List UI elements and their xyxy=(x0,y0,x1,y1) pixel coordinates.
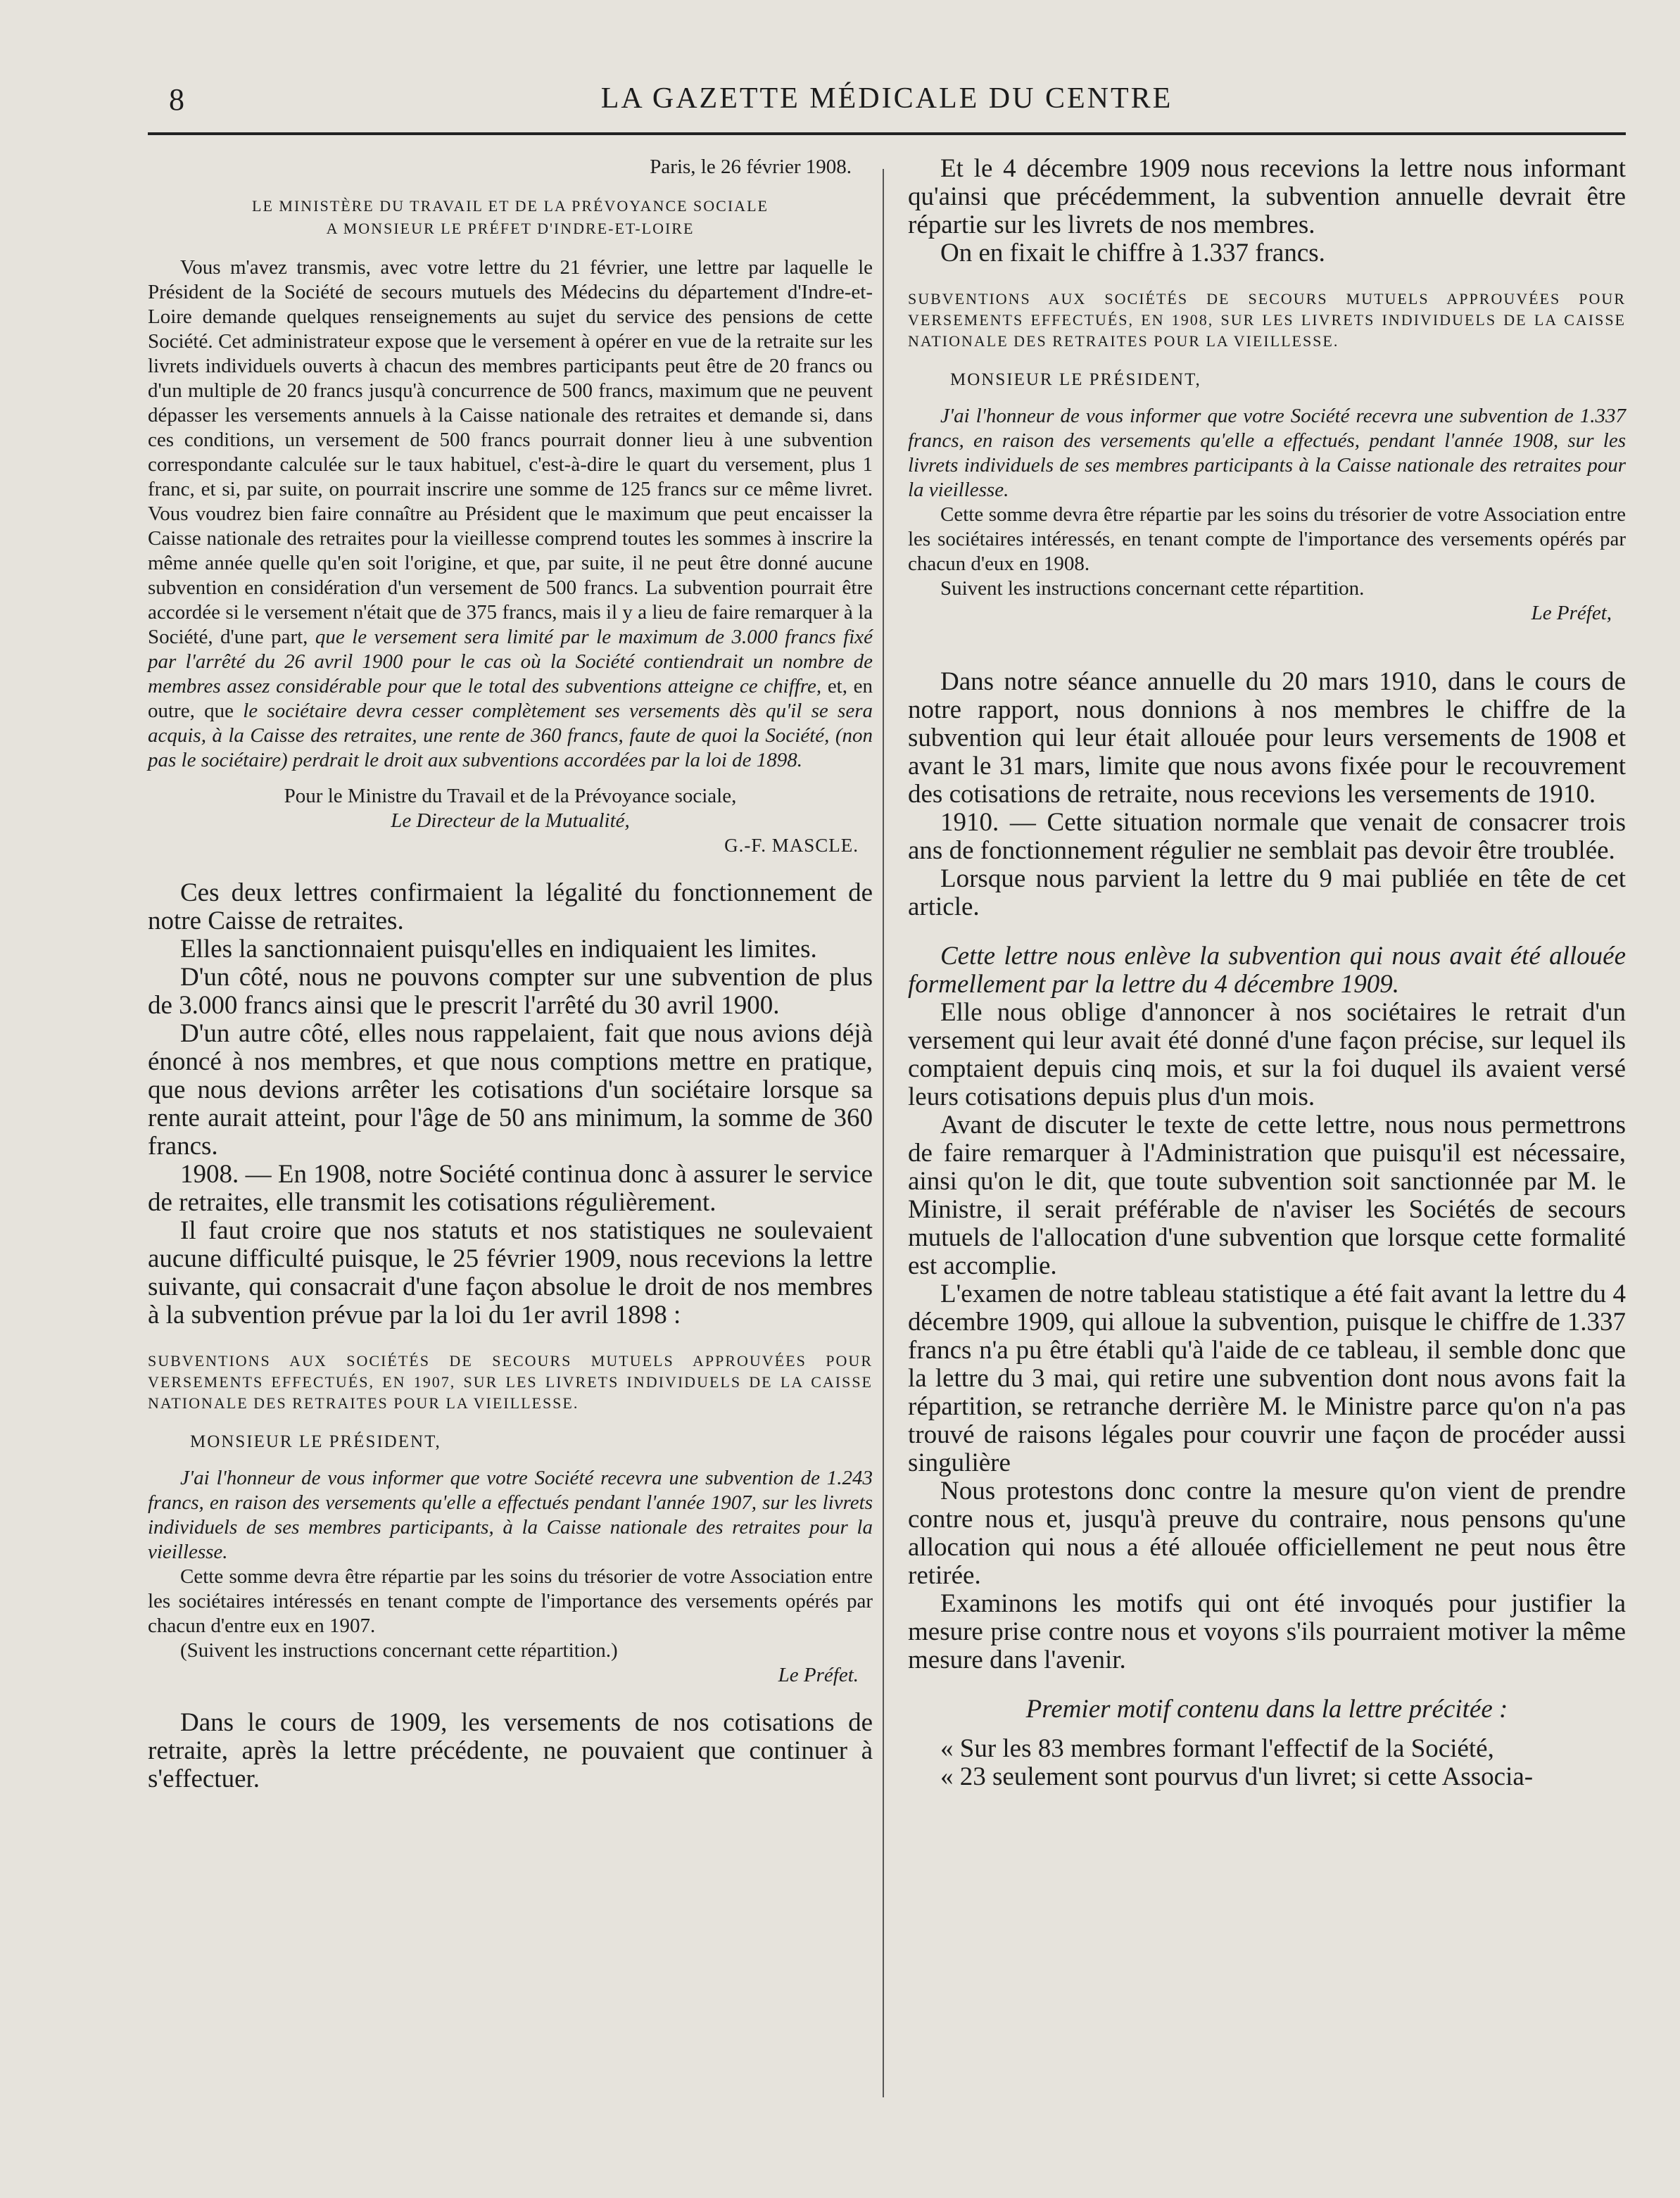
paragraph: Elles la sanctionnaient puisqu'elles en indiquaient les limites. xyxy=(180,935,817,964)
paragraph: L'examen de notre tableau statistique a été fait avant la lettre du 4 décembre 1909, qui alloue la subvention, puisque le chiffre de 1.337 francs n'a pu être établi qu'à l'aide de ce tableau, il semble donc que la lettre du 3 mai, qui retire une subvention dont nous avons fait la répartition, se retranche derrière M. le Ministre parce qu'on n'a pas trouvé de raisons légales pour couvrir une façon de procéder aussi singulière xyxy=(908,1280,1626,1477)
letter-note: (Suivent les instructions concernant cette répartition.) xyxy=(180,1639,618,1662)
page-number: 8 xyxy=(169,82,184,117)
paragraph: Et le 4 décembre 1909 nous recevions la lettre nous informant qu'ainsi que précédemment, la subvention annuelle devrait être répartie sur les livrets de nos membres. xyxy=(908,154,1626,239)
signature-name: G.-F. MASCLE. xyxy=(724,835,859,856)
narrative-left xyxy=(148,879,873,1329)
narrative-right-intro xyxy=(908,155,1626,267)
column-divider xyxy=(883,169,884,2097)
paragraph: Lorsque nous parvient la lettre du 9 mai publiée en tête de cet article. xyxy=(908,864,1626,921)
paragraph: Elle nous oblige d'annoncer à nos sociétaires le retrait d'un versement qui leur avait été donné d'une façon précise, sur lequel ils comptaient depuis cinq mois, et sur la foi duquel ils avaient versé leurs cotisations depuis plus d'un mois. xyxy=(908,998,1626,1111)
letter-body: Cette somme devra être répartie par les soins du trésorier de votre Association entre les sociétaires intéressés, en tenant compte de l'importance des versements opérés par chacun d'eux en 1908. xyxy=(908,503,1626,575)
paragraph: D'un autre côté, elles nous rappelaient, fait que nous avions déjà énoncé à nos membres, et que nous comptions mettre en pratique, que nous devions arrêter les cotisations d'un sociétaire lorsque sa rente aurait atteint, pour l'âge de 50 ans minimum, la somme de 360 francs. xyxy=(148,1019,873,1161)
letter-signature: Le Préfet. xyxy=(778,1664,859,1686)
letter-note: Suivent les instructions concernant cette répartition. xyxy=(940,577,1365,600)
letter-1908-subvention xyxy=(908,289,1626,626)
page-header xyxy=(148,76,1626,125)
quote-line: « 23 seulement sont pourvus d'un livret; si cette Associa- xyxy=(940,1762,1534,1791)
italic-paragraph: Cette lettre nous enlève la subvention qui nous avait été allouée formellement par la lettre du 4 décembre 1909. xyxy=(908,942,1626,999)
running-title: LA GAZETTE MÉDICALE DU CENTRE xyxy=(600,82,1173,115)
paragraph: On en fixait le chiffre à 1.337 francs. xyxy=(940,239,1325,267)
paragraph: Examinons les motifs qui ont été invoqués pour justifier la mesure prise contre nous et voyons s'ils pourraient motiver la même mesure dans l'avenir. xyxy=(908,1589,1626,1674)
paragraph: Dans notre séance annuelle du 20 mars 1910, dans le cours de notre rapport, nous donnions à nos membres le chiffre de la subvention qui leur était allouée pour leurs versements de 1908 et avant le 31 mars, limite que nous avons fixée pour le recouvrement des cotisations de retraite, nous recevions les versements de 1910. xyxy=(908,667,1626,809)
letter-signature: Le Préfet, xyxy=(1531,602,1612,624)
letter-addressee: MONSIEUR LE PRÉSIDENT, xyxy=(950,370,1201,389)
letter-body-italic: que le versement sera limité par le maximum de 3.000 francs fixé par l'arrêté du 26 avril 1900 pour le cas où la Société contiendrait un nombre de membres assez considérable pour que le total des subventions atteigne ce chiffre, xyxy=(148,626,873,697)
right-column xyxy=(908,155,1626,1791)
letter-body-italic-2: le sociétaire devra cesser complètement ses versements dès qu'il se sera acquis, à la Caisse des retraites, une rente de 360 francs, faute de quoi la Société, (non pas le sociétaire) perdrait le droit aux subventions accordées par la loi de 1898. xyxy=(148,700,873,771)
letter-1908 xyxy=(148,155,873,858)
narrative-right xyxy=(908,668,1626,1791)
section-heading: Premier motif contenu dans la lettre précitée : xyxy=(1025,1695,1508,1724)
letter-italic: J'ai l'honneur de vous informer que votre Société recevra une subvention de 1.337 francs, en raison des versements qu'elle a effectués, pendant l'année 1908, sur les livrets individuels de ses membres participants à la Caisse nationale des retraites pour la vieillesse. xyxy=(908,405,1626,501)
left-column xyxy=(148,155,873,1793)
paragraph: 1908. — En 1908, notre Société continua donc à assurer le service de retraites, elle transmit les cotisations régulièrement. xyxy=(148,1160,873,1217)
paragraph: Nous protestons donc contre la mesure qu'on vient de prendre contre nous et, jusqu'à preuve du contraire, nous pensons qu'une allocation qui nous a été allouée officiellement ne peut nous être retirée. xyxy=(908,1477,1626,1590)
paragraph: Ces deux lettres confirmaient la légalité du fonctionnement de notre Caisse de retraites. xyxy=(148,878,873,935)
letter-heading: SUBVENTIONS AUX SOCIÉTÉS DE SECOURS MUTUELS APPROUVÉES POUR VERSEMENTS EFFECTUÉS, EN 1907, SUR LES LIVRETS INDIVIDUELS DE LA CAISSE NATIONALE DES RETRAITES POUR LA VIEILLESSE. xyxy=(148,1352,873,1412)
letter-heading xyxy=(148,195,873,240)
header-rule xyxy=(148,132,1626,135)
paragraph: D'un côté, nous ne pouvons compter sur une subvention de plus de 3.000 francs ainsi que le prescrit l'arrêté du 30 avril 1900. xyxy=(148,963,873,1020)
letter-body xyxy=(148,255,873,773)
letter-heading-line-1: LE MINISTÈRE DU TRAVAIL ET DE LA PRÉVOYANCE SOCIALE xyxy=(252,197,769,215)
paragraph: Dans le cours de 1909, les versements de nos cotisations de retraite, après la lettre précédente, ne pouvaient que continuer à s'effectuer. xyxy=(148,1708,873,1793)
letter-body: Cette somme devra être répartie par les soins du trésorier de votre Association entre les sociétaires intéressés en tenant compte de l'importance des versements opérés par chacun d'entre eux en 1907. xyxy=(148,1565,873,1637)
letter-addressee: MONSIEUR LE PRÉSIDENT, xyxy=(190,1432,441,1451)
signature-line-2: Le Directeur de la Mutualité, xyxy=(391,809,630,832)
letter-heading-line-2: A MONSIEUR LE PRÉFET D'INDRE-ET-LOIRE xyxy=(326,220,695,237)
quote-line: « Sur les 83 membres formant l'effectif de la Société, xyxy=(940,1734,1494,1763)
signature-line-1: Pour le Ministre du Travail et de la Prévoyance sociale, xyxy=(284,785,737,807)
paragraph: Il faut croire que nos statuts et nos statistiques ne soulevaient aucune difficulté puisque, le 25 février 1909, nous recevions la lettre suivante, qui consacrait d'une façon absolue le droit de nos membres à la subvention prévue par la loi du 1er avril 1898 : xyxy=(148,1216,873,1329)
letter-italic: J'ai l'honneur de vous informer que votre Société recevra une subvention de 1.243 francs, en raison des versements qu'elle a effectués pendant l'année 1907, sur les livrets individuels de ses membres participants, à la Caisse nationale des retraites pour la vieillesse. xyxy=(148,1467,873,1563)
letter-heading: SUBVENTIONS AUX SOCIÉTÉS DE SECOURS MUTUELS APPROUVÉES POUR VERSEMENTS EFFECTUÉS, EN 1908, SUR LES LIVRETS INDIVIDUELS DE LA CAISSE NATIONALE DES RETRAITES POUR LA VIEILLESSE. xyxy=(908,290,1626,350)
letter-1907 xyxy=(148,1351,873,1688)
paragraph: Avant de discuter le texte de cette lettre, nous nous permettrons de faire remarquer à l'Administration que puisqu'il est nécessaire, ainsi qu'on le dit, que toute subvention soit sanctionnée par M. le Ministre, il serait préférable de n'aviser les Sociétés de secours mutuels de l'allocation d'une subvention que lorsque cette formalité est accomplie. xyxy=(908,1111,1626,1280)
letter-body-text: Vous m'avez transmis, avec votre lettre du 21 février, une lettre par laquelle le Président de la Société de secours mutuels des Médecins du département d'Indre-et-Loire demande quelques renseignements au sujet du service des pensions de cette Société. Cet administrateur expose que le versement à opérer en vue de la retraite sur les livrets individuels ouverts à chacun des membres participants peut être de 20 francs ou d'un multiple de 20 francs jusqu'à concurrence de 500 francs, maximum que ne peuvent dépasser les versements annuels à la Caisse nationale des retraites et demande si, dans ces conditions, un versement de 500 francs pourrait donner lieu à une subvention correspondante calculée sur le taux habituel, c'est-à-dire le quart du versement, plus 1 franc, et si, par suite, on pourrait inscrire une somme de 125 francs sur ce même livret. Vous voudrez bien faire connaître au Président que le maximum que peut encaisser la Caisse nationale des retraites pour la vieillesse comprend toutes les sommes à inscrire la même année quelle qu'en soit l'origine, et que, par suite, il ne peut être donné aucune subvention en considération d'un versement de 500 francs. La subvention pourrait être accordée si le versement n'était que de 375 francs, mais il y a lieu de faire remarquer à la Société, d'une part, xyxy=(148,256,873,648)
letter-body-mid: et, en outre, que xyxy=(148,675,873,722)
letter-date: Paris, le 26 février 1908. xyxy=(650,156,852,178)
paragraph: 1910. — Cette situation normale que venait de consacrer trois ans de fonctionnement régulier ne semblait pas devoir être troublée. xyxy=(908,808,1626,865)
